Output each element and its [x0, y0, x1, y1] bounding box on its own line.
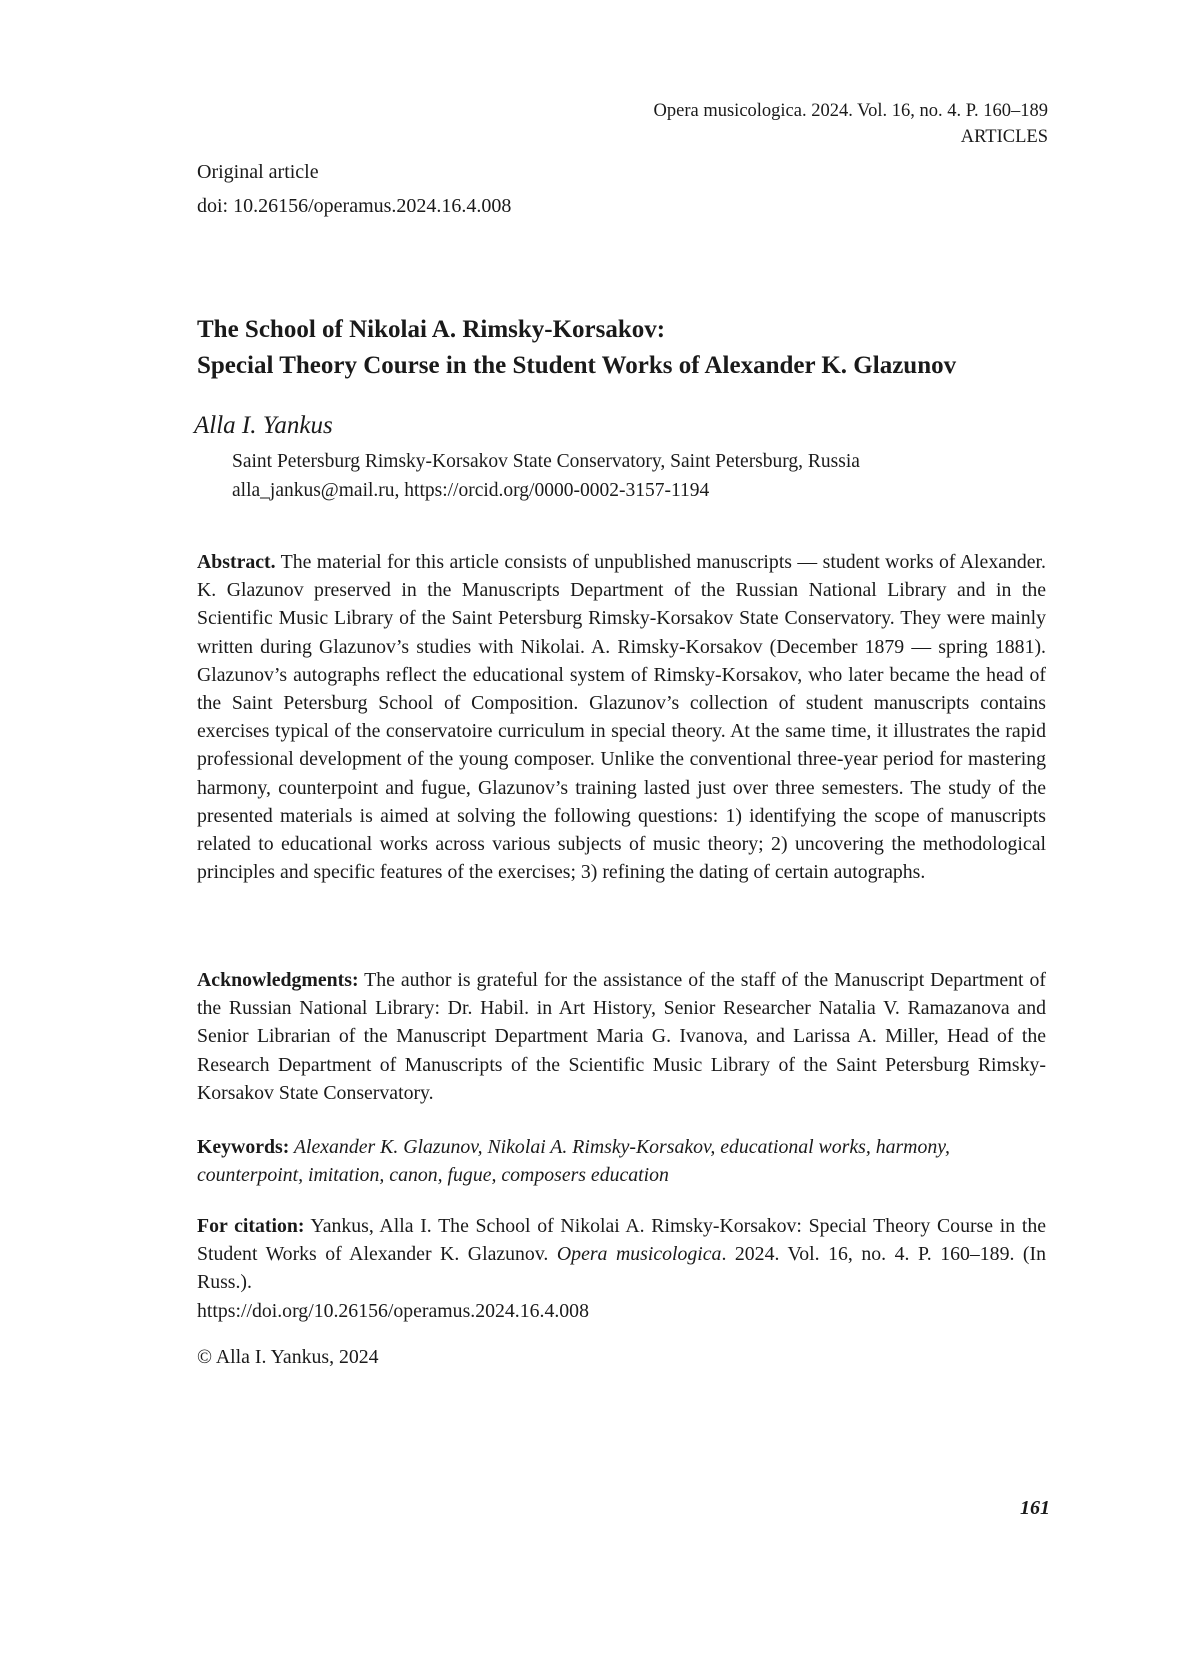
copyright: © Alla I. Yankus, 2024	[197, 1346, 379, 1368]
journal-citation-line: Opera musicologica. 2024. Vol. 16, no. 4. P. 160–189	[653, 101, 1048, 121]
abstract-text: The material for this article consists of unpublished manuscripts — student works of Alexander. K. Glazunov preserved in the Manuscripts Department of the Russian National Library and in the Scientific Music Library of the Saint Petersburg Rimsky-Korsakov State Conservatory. They were mainly written during Glazunov’s studies with Nikolai. A. Rimsky-Korsakov (December 1879 — spring 1881). Glazunov’s autographs reflect the educational system of Rimsky-Korsakov, who later became the head of the Saint Petersburg School of Composition. Glazunov’s collection of student manuscripts contains exercises typical of the conservatoire curriculum in special theory. At the same time, it illustrates the rapid professional development of the young composer. Unlike the conventional three-year period for mastering harmony, counterpoint and fugue, Glazunov’s training lasted just over three semesters. The study of the presented materials is aimed at solving the following questions: 1) identifying the scope of manuscripts related to educational works across various subjects of music theory; 2) uncovering the methodological principles and specific features of the exercises; 3) refining the dating of certain autographs.	[197, 551, 1046, 884]
keywords-text: Alexander K. Glazunov, Nikolai A. Rimsky-Korsakov, educational works, harmony, counterpoint, imitation, canon, fugue, composers education	[197, 1136, 950, 1187]
citation-reference: Yankus, Alla I. The School of Nikolai A. Rimsky-Korsakov: Special Theory Course in the Student Works of Alexander K. Glazunov.	[197, 1215, 1046, 1266]
doi[interactable]: doi: 10.26156/operamus.2024.16.4.008	[197, 195, 512, 217]
author-info	[232, 447, 860, 505]
keywords	[197, 1133, 1046, 1189]
keywords-label: Keywords:	[197, 1136, 290, 1158]
article-title	[197, 312, 1077, 384]
section-label: ARTICLES	[960, 127, 1048, 147]
article-meta	[197, 155, 511, 223]
article-type: Original article	[197, 161, 319, 183]
author-name: Alla I. Yankus	[194, 412, 333, 439]
citation-journal: Opera musicologica	[556, 1243, 722, 1266]
acknowledgments-text: The author is grateful for the assistance of the staff of the Manuscript Department of the Russian National Library: Dr. Habil. in Art History, Senior Researcher Natalia V. Ramazanova and Senior Librarian of the Manuscript Department Maria G. Ivanova, and Larissa A. Miller, Head of the Research Department of Manuscripts of the Scientific Music Library of the Saint Petersburg Rimsky-Korsakov State Conservatory.	[197, 969, 1046, 1104]
running-head	[654, 98, 1048, 150]
page-number: 161	[1020, 1497, 1050, 1519]
abstract-label: Abstract.	[197, 551, 276, 573]
citation-details: . 2024. Vol. 16, no. 4. P. 160–189. (In Russ.).	[197, 1243, 1046, 1294]
acknowledgments	[197, 966, 1046, 1107]
title-line-1: The School of Nikolai A. Rimsky-Korsakov:	[197, 316, 666, 343]
author-contact[interactable]: alla_jankus@mail.ru, https://orcid.org/0000-0002-3157-1194	[232, 480, 710, 501]
citation	[197, 1212, 1046, 1325]
citation-text	[197, 1212, 1046, 1297]
citation-url[interactable]: https://doi.org/10.26156/operamus.2024.16.4.008	[197, 1299, 589, 1322]
acknowledgments-label: Acknowledgments:	[197, 969, 359, 991]
abstract	[197, 548, 1046, 886]
title-line-2: Special Theory Course in the Student Works of Alexander K. Glazunov	[197, 352, 957, 379]
author-affiliation: Saint Petersburg Rimsky-Korsakov State Conservatory, Saint Petersburg, Russia	[232, 451, 860, 472]
citation-label: For citation:	[197, 1215, 305, 1237]
